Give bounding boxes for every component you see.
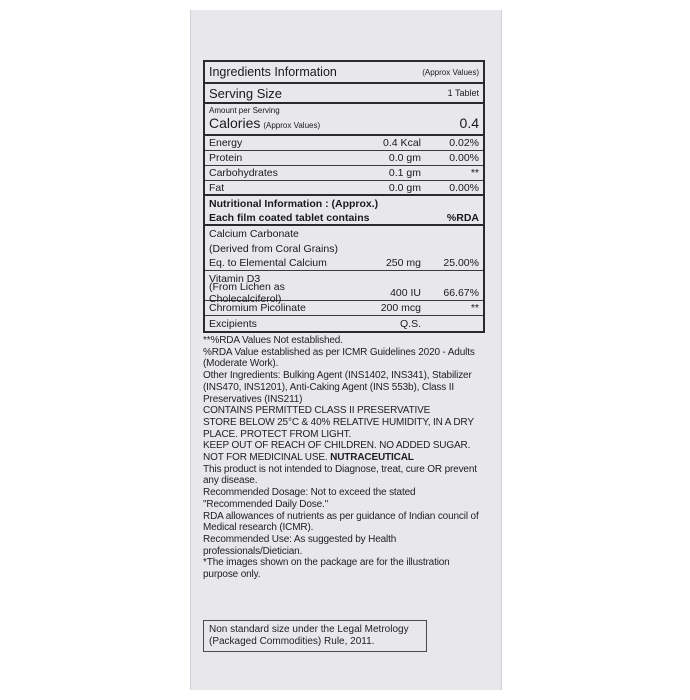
excipients-row [205, 316, 483, 331]
macro-row [205, 151, 483, 166]
note-other-ingredients: Other Ingredients: Bulking Agent (INS1402, INS341), Stabilizer (INS470, INS1201), Anti-Caking Agent (INS 553b), Class II Preservatives (INS211) [203, 370, 472, 405]
macro-name: Fat [209, 181, 225, 194]
calcium-source-row [205, 241, 483, 256]
macro-name: Protein [209, 152, 243, 164]
chromium-pct: ** [470, 302, 479, 314]
chromium-name: Chromium Picolinate [209, 302, 306, 314]
panel-title-note: (Approx Values) [422, 67, 479, 77]
calcium-name: Calcium Carbonate [209, 227, 299, 240]
macro-row [205, 166, 483, 181]
serving-size-row [205, 84, 483, 104]
macro-pct: 0.00% [449, 181, 479, 194]
macro-row [205, 136, 483, 151]
macro-row [205, 181, 483, 196]
vitd-source: (From Lichen as Cholecalciferol) [209, 281, 285, 305]
tablet-contains: Each film coated tablet contains [209, 211, 370, 224]
calcium-eq: Eq. to Elemental Calcium [209, 257, 327, 269]
panel-header [205, 62, 483, 84]
rda-header: %RDA [446, 211, 479, 224]
panel-title: Ingredients Information [209, 65, 337, 79]
note-nutraceutical: NUTRACEUTICAL [330, 452, 414, 464]
excipients-name: Excipients [209, 317, 257, 330]
macro-pct: 0.00% [449, 152, 479, 164]
macro-pct: ** [470, 167, 479, 179]
ingredients-panel [203, 60, 485, 333]
macro-qty: 0.0 gm [388, 152, 421, 164]
note-preservative: CONTAINS PERMITTED CLASS II PRESERVATIVE [203, 405, 431, 417]
serving-size-value: 1 Tablet [447, 88, 479, 98]
note-not-medicinal-line [203, 452, 487, 464]
nutri-heading: Nutritional Information : (Approx.) [209, 197, 379, 210]
note-storage: STORE BELOW 25°C & 40% RELATIVE HUMIDITY, IN A DRY PLACE. PROTECT FROM LIGHT. [203, 416, 474, 440]
vitd-qty: 400 IU [390, 287, 421, 299]
macro-pct: 0.02% [449, 137, 479, 149]
label-notes [203, 335, 487, 581]
calories-label: Calories [209, 115, 261, 131]
excipients-qty: Q.S. [399, 317, 421, 330]
macro-name: Energy [209, 137, 243, 149]
note-dosage: Recommended Dosage: Not to exceed the stated "Recommended Daily Dose." [203, 487, 416, 510]
macro-qty: 0.1 gm [388, 167, 421, 179]
note-rda-established: %RDA Value established as per ICMR Guidelines 2020 - Adults (Moderate Work). [203, 346, 475, 370]
note-images: *The images shown on the package are for the illustration purpose only. [203, 557, 450, 581]
label-card [190, 10, 502, 690]
chromium-row [205, 301, 483, 316]
note-rda-allowances: RDA allowances of nutrients as per guidance of Indian council of Medical research (ICMR). [203, 510, 479, 534]
note-not-medicinal: NOT FOR MEDICINAL USE. [203, 452, 328, 464]
note-rda-not-established: **%RDA Values Not established. [203, 335, 343, 346]
calcium-pct: 25.00% [443, 257, 479, 269]
calcium-source: (Derived from Coral Grains) [209, 242, 338, 255]
macro-qty: 0.4 Kcal [383, 137, 421, 149]
tablet-contains-row [205, 211, 483, 226]
calcium-name-row [205, 226, 483, 241]
nutri-heading-row [205, 196, 483, 211]
serving-size-label: Serving Size [209, 85, 282, 101]
amount-per-serving: Amount per Serving [209, 106, 280, 115]
chromium-qty: 200 mcg [380, 302, 421, 314]
note-keep-out: KEEP OUT OF REACH OF CHILDREN. NO ADDED SUGAR. [203, 440, 471, 452]
note-recommended-use: Recommended Use: As suggested by Health professionals/Dietician. [203, 533, 397, 557]
calories-value: 0.4 [459, 115, 479, 131]
vitd-source-row [205, 281, 483, 305]
legal-metrology-box: Non standard size under the Legal Metrology (Packaged Commodities) Rule, 2011. [203, 620, 427, 652]
calcium-eq-row [205, 256, 483, 271]
note-disclaimer: This product is not intended to Diagnose, treat, cure OR prevent any disease. [203, 463, 477, 487]
calories-block [205, 104, 483, 136]
macro-name: Carbohydrates [209, 167, 278, 179]
calories-note: (Approx Values) [263, 121, 321, 130]
vitd-pct: 66.67% [443, 287, 479, 299]
vitd-name: Vitamin D3 [209, 272, 261, 285]
calcium-qty: 250 mg [385, 257, 421, 269]
macro-qty: 0.0 gm [388, 181, 421, 194]
